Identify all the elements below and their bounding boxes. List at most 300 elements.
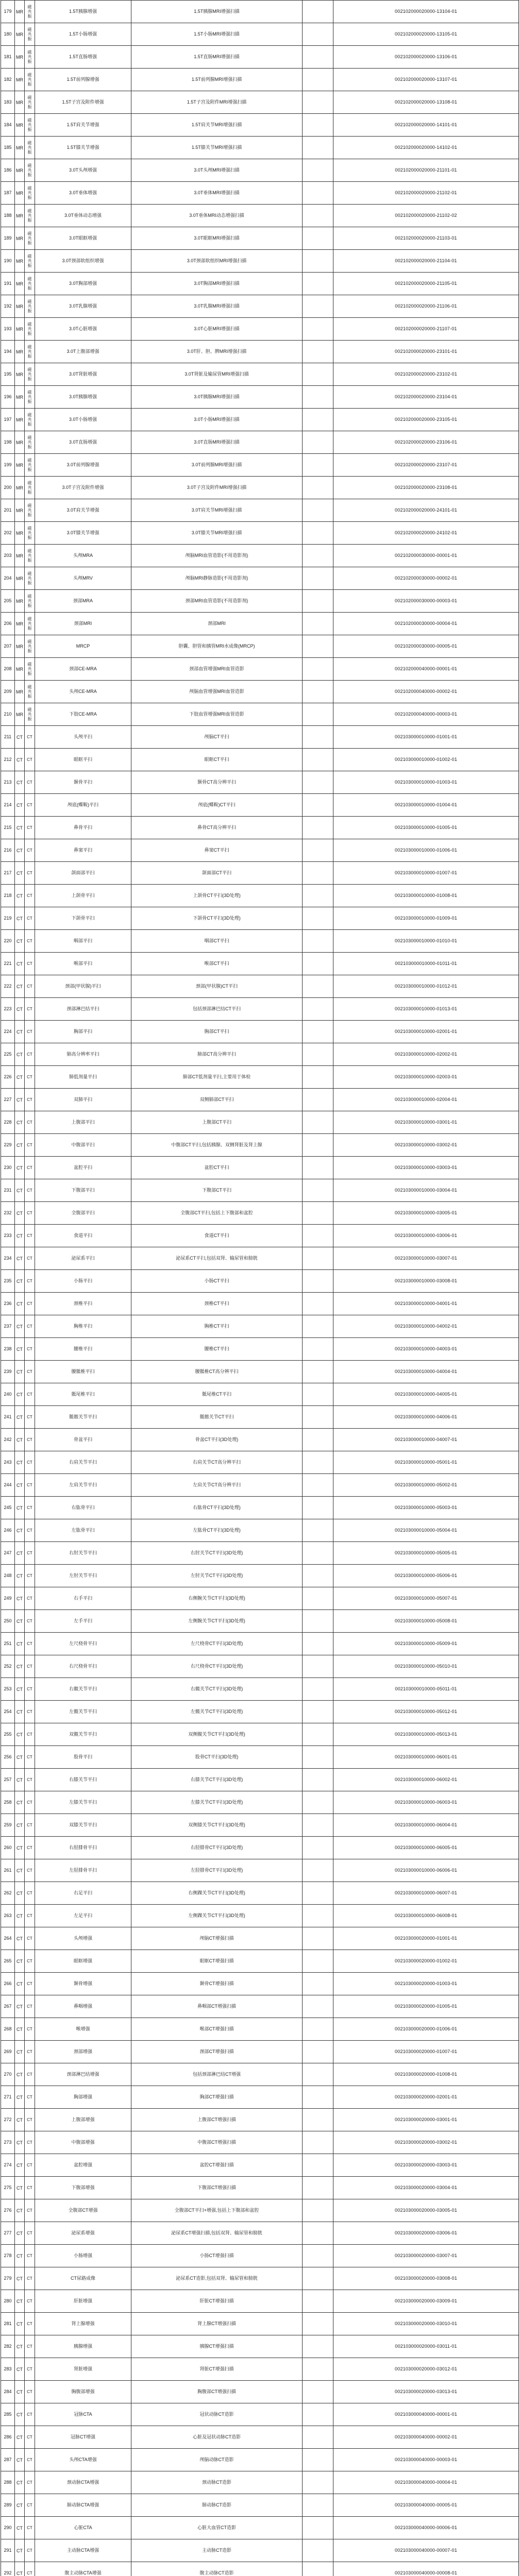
item-name-cell: 左膝关节平扫	[35, 1791, 131, 1814]
category-cell: CT	[25, 771, 35, 794]
row-number-cell: 182	[1, 69, 15, 91]
item-code-cell: 002103000010000-02002-01	[333, 1043, 519, 1066]
modality-cell: MR	[15, 1, 25, 23]
item-code-cell: 002103000010000-01013-01	[333, 998, 519, 1021]
row-number-cell: 250	[1, 1610, 15, 1633]
table-row	[1, 1927, 519, 1950]
item-name-cell: 肺动脉CTA增强	[35, 2494, 131, 2517]
item-code-cell: 002103000010000-01003-01	[333, 771, 519, 794]
blank-cell	[303, 1633, 333, 1655]
item-name-cell: 下颌骨平扫	[35, 907, 131, 930]
table-row	[1, 1406, 519, 1429]
table-row	[1, 749, 519, 771]
item-content-cell: 右胫腓骨CT平扫(3D处理)	[131, 1837, 303, 1859]
item-name-cell: MRCP	[35, 635, 131, 658]
row-number-cell: 180	[1, 23, 15, 46]
blank-cell	[303, 137, 333, 159]
item-content-cell: 股骨CT平扫(3D处理)	[131, 1746, 303, 1769]
category-cell: CT	[25, 2426, 35, 2449]
modality-cell: CT	[15, 1066, 25, 1089]
item-content-cell: 肾脏CT增强扫描	[131, 2358, 303, 2381]
modality-cell: MR	[15, 182, 25, 205]
blank-cell	[303, 907, 333, 930]
blank-cell	[303, 975, 333, 998]
blank-cell	[303, 2313, 333, 2335]
item-name-cell: 颌面部平扫	[35, 862, 131, 885]
item-code-cell: 002103000020000-03001-01	[333, 2109, 519, 2131]
item-content-cell: 颅脑血管增强MRI血管造影	[131, 681, 303, 703]
row-number-cell: 215	[1, 817, 15, 839]
row-number-cell: 236	[1, 1293, 15, 1315]
row-number-cell: 249	[1, 1587, 15, 1610]
modality-cell: CT	[15, 2086, 25, 2109]
modality-cell: CT	[15, 1769, 25, 1791]
item-name-cell: 颈部(甲状腺)平扫	[35, 975, 131, 998]
item-code-cell: 002103000010000-06006-01	[333, 1859, 519, 1882]
category-cell: CT	[25, 1927, 35, 1950]
item-content-cell: 胸部CT增强扫描	[131, 2086, 303, 2109]
category-cell: CT	[25, 1995, 35, 2018]
item-content-cell: 左肩关节CT高分辨平扫	[131, 1474, 303, 1497]
category-cell: CT	[25, 2290, 35, 2313]
item-content-cell: 颅脑动脉CT造影	[131, 2449, 303, 2471]
category-cell: CT	[25, 2539, 35, 2562]
table-row	[1, 2245, 519, 2267]
item-content-cell: 心脏及冠状动脉CT造影	[131, 2426, 303, 2449]
table-row	[1, 2063, 519, 2086]
category-cell: 磁共振	[25, 431, 35, 454]
blank-cell	[303, 1202, 333, 1225]
category-cell: 磁共振	[25, 205, 35, 227]
table-row	[1, 1542, 519, 1565]
row-number-cell: 224	[1, 1021, 15, 1043]
modality-cell: CT	[15, 794, 25, 817]
row-number-cell: 209	[1, 681, 15, 703]
modality-cell: CT	[15, 2449, 25, 2471]
item-content-cell: 1.5T直肠MRI增强扫描	[131, 46, 303, 69]
category-cell: CT	[25, 2471, 35, 2494]
table-row	[1, 2471, 519, 2494]
item-code-cell: 002103000010000-04005-01	[333, 1383, 519, 1406]
item-content-cell: 肾上腺CT增强扫描	[131, 2313, 303, 2335]
table-row	[1, 703, 519, 726]
table-row	[1, 1995, 519, 2018]
row-number-cell: 280	[1, 2290, 15, 2313]
item-name-cell: 鼻骨平扫	[35, 817, 131, 839]
item-code-cell: 002102000020000-23102-01	[333, 363, 519, 386]
item-code-cell: 002103000010000-06001-01	[333, 1746, 519, 1769]
item-content-cell: 3.0T子宫及附件MRI增强扫描	[131, 477, 303, 499]
blank-cell	[303, 2063, 333, 2086]
row-number-cell: 263	[1, 1905, 15, 1927]
category-cell: CT	[25, 2517, 35, 2539]
table-row	[1, 386, 519, 409]
row-number-cell: 217	[1, 862, 15, 885]
modality-cell: CT	[15, 1021, 25, 1043]
item-name-cell: 腰椎平扫	[35, 1338, 131, 1361]
item-code-cell: 002102000030000-00003-01	[333, 590, 519, 613]
modality-cell: CT	[15, 862, 25, 885]
item-code-cell: 002103000040000-00005-01	[333, 2494, 519, 2517]
blank-cell	[303, 1134, 333, 1157]
blank-cell	[303, 363, 333, 386]
item-content-cell: 1.5T小肠MRI增强扫描	[131, 23, 303, 46]
table-row	[1, 295, 519, 318]
blank-cell	[303, 1905, 333, 1927]
row-number-cell: 211	[1, 726, 15, 749]
row-number-cell: 251	[1, 1633, 15, 1655]
table-row	[1, 1247, 519, 1270]
item-name-cell: 颞骨增强	[35, 1973, 131, 1995]
blank-cell	[303, 2403, 333, 2426]
modality-cell: CT	[15, 930, 25, 953]
blank-cell	[303, 91, 333, 114]
item-content-cell: 左侧腕关节CT平扫(3D处理)	[131, 1610, 303, 1633]
modality-cell: CT	[15, 2041, 25, 2063]
item-code-cell: 002103000010000-06002-01	[333, 1769, 519, 1791]
row-number-cell: 223	[1, 998, 15, 1021]
blank-cell	[303, 295, 333, 318]
blank-cell	[303, 1315, 333, 1338]
item-content-cell: 颈部MRI	[131, 613, 303, 635]
item-content-cell: 3.0T胰腺MRI增强扫描	[131, 386, 303, 409]
item-code-cell: 002103000010000-03008-01	[333, 1270, 519, 1293]
item-code-cell: 002102000020000-21101-01	[333, 159, 519, 182]
row-number-cell: 270	[1, 2063, 15, 2086]
blank-cell	[303, 386, 333, 409]
table-row	[1, 273, 519, 295]
item-code-cell: 002102000020000-13106-01	[333, 46, 519, 69]
row-number-cell: 247	[1, 1542, 15, 1565]
modality-cell: MR	[15, 318, 25, 341]
item-content-cell: 1.5T胰腺MRI增强扫描	[131, 1, 303, 23]
item-name-cell: 左胫腓骨平扫	[35, 1859, 131, 1882]
modality-cell: MR	[15, 250, 25, 273]
item-name-cell: 头颅CTA增强	[35, 2449, 131, 2471]
item-name-cell: 颈部CE-MRA	[35, 658, 131, 681]
table-row	[1, 839, 519, 862]
blank-cell	[303, 2449, 333, 2471]
row-number-cell: 271	[1, 2086, 15, 2109]
item-code-cell: 002102000040000-00003-01	[333, 703, 519, 726]
modality-cell: CT	[15, 1950, 25, 1973]
row-number-cell: 292	[1, 2562, 15, 2576]
item-code-cell: 002102000020000-21106-01	[333, 295, 519, 318]
blank-cell	[303, 1814, 333, 1837]
item-name-cell: 1.5T子宫及附件增强	[35, 91, 131, 114]
category-cell: CT	[25, 2154, 35, 2177]
item-code-cell: 002103000010000-05004-01	[333, 1519, 519, 1542]
blank-cell	[303, 23, 333, 46]
table-row	[1, 1, 519, 23]
blank-cell	[303, 2358, 333, 2381]
table-row	[1, 318, 519, 341]
modality-cell: CT	[15, 1383, 25, 1406]
row-number-cell: 232	[1, 1202, 15, 1225]
item-content-cell: 中腹部CT增强扫描	[131, 2131, 303, 2154]
item-code-cell: 002102000020000-14101-01	[333, 114, 519, 137]
modality-cell: CT	[15, 2471, 25, 2494]
modality-cell: CT	[15, 1338, 25, 1361]
table-row	[1, 1610, 519, 1633]
blank-cell	[303, 1270, 333, 1293]
item-name-cell: 颈动脉CTA增强	[35, 2471, 131, 2494]
row-number-cell: 240	[1, 1383, 15, 1406]
table-row	[1, 1837, 519, 1859]
table-row	[1, 726, 519, 749]
blank-cell	[303, 1746, 333, 1769]
item-name-cell: 腰骶椎平扫	[35, 1361, 131, 1383]
blank-cell	[303, 341, 333, 363]
item-name-cell: 骶髂关节平扫	[35, 1406, 131, 1429]
item-name-cell: 3.0T垂体增强	[35, 182, 131, 205]
item-content-cell: 全腹部CT平扫+增强,包括上下腹部和盆腔	[131, 2199, 303, 2222]
modality-cell: MR	[15, 273, 25, 295]
table-row	[1, 635, 519, 658]
modality-cell: CT	[15, 2267, 25, 2290]
category-cell: CT	[25, 975, 35, 998]
row-number-cell: 185	[1, 137, 15, 159]
category-cell: CT	[25, 2109, 35, 2131]
blank-cell	[303, 1837, 333, 1859]
table-row	[1, 1723, 519, 1746]
item-code-cell: 002103000020000-03006-01	[333, 2222, 519, 2245]
item-code-cell: 002103000040000-00008-01	[333, 2562, 519, 2576]
table-row	[1, 2494, 519, 2517]
category-cell: CT	[25, 2018, 35, 2041]
item-code-cell: 002103000010000-04003-01	[333, 1338, 519, 1361]
row-number-cell: 258	[1, 1791, 15, 1814]
row-number-cell: 276	[1, 2199, 15, 2222]
item-code-cell: 002102000020000-21107-01	[333, 318, 519, 341]
category-cell: CT	[25, 2245, 35, 2267]
item-content-cell: 胸腹部CT增强扫描	[131, 2381, 303, 2403]
item-content-cell: 泌尿系CT增强扫描,包括双肾、输尿管和膀胱	[131, 2222, 303, 2245]
blank-cell	[303, 182, 333, 205]
item-content-cell: 颈部CT增强扫描	[131, 2041, 303, 2063]
item-name-cell: 喉增强	[35, 2018, 131, 2041]
item-name-cell: 颈部MRA	[35, 590, 131, 613]
item-name-cell: 小肠平扫	[35, 1270, 131, 1293]
category-cell: CT	[25, 1701, 35, 1723]
item-name-cell: 全腹部平扫	[35, 1202, 131, 1225]
category-cell: 磁共振	[25, 545, 35, 567]
item-content-cell: 泌尿系CT平扫,包括双肾、输尿管和膀胱	[131, 1247, 303, 1270]
item-content-cell: 胆囊、胆管和胰管MRI水成像(MRCP)	[131, 635, 303, 658]
modality-cell: CT	[15, 2131, 25, 2154]
modality-cell: CT	[15, 1746, 25, 1769]
item-code-cell: 002102000030000-00002-01	[333, 567, 519, 590]
table-row	[1, 975, 519, 998]
item-content-cell: 鼻骨CT高分辨平扫	[131, 817, 303, 839]
row-number-cell: 237	[1, 1315, 15, 1338]
row-number-cell: 205	[1, 590, 15, 613]
item-name-cell: 胸腹部增强	[35, 2381, 131, 2403]
category-cell: CT	[25, 1089, 35, 1111]
table-row	[1, 817, 519, 839]
item-name-cell: 3.0T心脏增强	[35, 318, 131, 341]
table-row	[1, 91, 519, 114]
category-cell: CT	[25, 907, 35, 930]
item-name-cell: 胸椎平扫	[35, 1315, 131, 1338]
item-name-cell: 中腹部平扫	[35, 1134, 131, 1157]
item-content-cell: 左肘关节CT平扫(3D处理)	[131, 1565, 303, 1587]
modality-cell: CT	[15, 1497, 25, 1519]
item-name-cell: 胰腺增强	[35, 2335, 131, 2358]
blank-cell	[303, 1655, 333, 1678]
item-code-cell: 002103000010000-06003-01	[333, 1791, 519, 1814]
item-name-cell: 左足平扫	[35, 1905, 131, 1927]
row-number-cell: 229	[1, 1134, 15, 1157]
modality-cell: CT	[15, 1814, 25, 1837]
item-name-cell: 颞骨平扫	[35, 771, 131, 794]
category-cell: CT	[25, 1565, 35, 1587]
item-name-cell: 双肺平扫	[35, 1089, 131, 1111]
item-name-cell: 泌尿系平扫	[35, 1247, 131, 1270]
modality-cell: CT	[15, 2063, 25, 2086]
item-content-cell: 颈部MRI血管造影(不用造影剂)	[131, 590, 303, 613]
item-content-cell: 肺部CT低剂量平扫,主要用于体检	[131, 1066, 303, 1089]
modality-cell: CT	[15, 1089, 25, 1111]
item-content-cell: 双侧髋关节CT平扫(3D处理)	[131, 1723, 303, 1746]
table-row	[1, 2403, 519, 2426]
item-content-cell: 中腹部CT平扫,包括胰腺、双侧肾脏及肾上腺	[131, 1134, 303, 1157]
modality-cell: MR	[15, 363, 25, 386]
table-row	[1, 2154, 519, 2177]
item-content-cell: 包括颈部淋巴结CT增强	[131, 2063, 303, 2086]
table-row	[1, 794, 519, 817]
row-number-cell: 254	[1, 1701, 15, 1723]
item-content-cell: 右尺桡骨CT平扫(3D处理)	[131, 1655, 303, 1678]
item-content-cell: 颅底(蝶鞍)CT平扫	[131, 794, 303, 817]
blank-cell	[303, 726, 333, 749]
modality-cell: CT	[15, 1995, 25, 2018]
row-number-cell: 291	[1, 2539, 15, 2562]
modality-cell: CT	[15, 1179, 25, 1202]
blank-cell	[303, 1383, 333, 1406]
blank-cell	[303, 1021, 333, 1043]
item-content-cell: 颞骨CT高分辨平扫	[131, 771, 303, 794]
modality-cell: MR	[15, 91, 25, 114]
item-content-cell: 肺部CT高分辨平扫	[131, 1043, 303, 1066]
blank-cell	[303, 1406, 333, 1429]
item-name-cell: 肾上腺增强	[35, 2313, 131, 2335]
row-number-cell: 221	[1, 953, 15, 975]
category-cell: CT	[25, 749, 35, 771]
blank-cell	[303, 1927, 333, 1950]
blank-cell	[303, 545, 333, 567]
item-code-cell: 002103000010000-04002-01	[333, 1315, 519, 1338]
item-name-cell: 眼眶平扫	[35, 749, 131, 771]
item-code-cell: 002103000010000-03001-01	[333, 1111, 519, 1134]
item-code-cell: 002103000010000-05012-01	[333, 1701, 519, 1723]
blank-cell	[303, 273, 333, 295]
table-row	[1, 2199, 519, 2222]
row-number-cell: 230	[1, 1157, 15, 1179]
row-number-cell: 219	[1, 907, 15, 930]
item-name-cell: 左尺桡骨平扫	[35, 1633, 131, 1655]
item-name-cell: 3.0T颈部软组织增强	[35, 250, 131, 273]
item-code-cell: 002102000020000-23107-01	[333, 454, 519, 477]
item-content-cell: 右膝关节CT平扫(3D处理)	[131, 1769, 303, 1791]
item-content-cell: 右侧踝关节CT平扫(3D处理)	[131, 1882, 303, 1905]
item-code-cell: 002102000030000-00004-01	[333, 613, 519, 635]
blank-cell	[303, 2267, 333, 2290]
modality-cell: MR	[15, 386, 25, 409]
row-number-cell: 210	[1, 703, 15, 726]
item-name-cell: 上腹部平扫	[35, 1111, 131, 1134]
table-row	[1, 114, 519, 137]
item-name-cell: 头颅MRV	[35, 567, 131, 590]
item-name-cell: 冠脉CTA	[35, 2403, 131, 2426]
blank-cell	[303, 205, 333, 227]
blank-cell	[303, 635, 333, 658]
item-content-cell: 喉部CT平扫	[131, 953, 303, 975]
modality-cell: CT	[15, 1202, 25, 1225]
item-code-cell: 002102000020000-21103-01	[333, 227, 519, 250]
modality-cell: CT	[15, 1701, 25, 1723]
row-number-cell: 242	[1, 1429, 15, 1451]
row-number-cell: 212	[1, 749, 15, 771]
modality-cell: CT	[15, 1587, 25, 1610]
blank-cell	[303, 522, 333, 545]
item-code-cell: 002103000010000-01009-01	[333, 907, 519, 930]
item-content-cell: 冠状动脉CT造影	[131, 2403, 303, 2426]
item-content-cell: 骶尾椎CT平扫	[131, 1383, 303, 1406]
table-row	[1, 1066, 519, 1089]
row-number-cell: 264	[1, 1927, 15, 1950]
item-name-cell: 双髋关节平扫	[35, 1723, 131, 1746]
blank-cell	[303, 1474, 333, 1497]
table-row	[1, 545, 519, 567]
item-code-cell: 002103000010000-05013-01	[333, 1723, 519, 1746]
row-number-cell: 208	[1, 658, 15, 681]
item-name-cell: 颈部淋巴结增强	[35, 2063, 131, 2086]
blank-cell	[303, 1451, 333, 1474]
item-content-cell: 3.0T头颅MRI增强扫描	[131, 159, 303, 182]
table-row	[1, 1973, 519, 1995]
item-code-cell: 002102000040000-00002-01	[333, 681, 519, 703]
modality-cell: CT	[15, 1157, 25, 1179]
modality-cell: MR	[15, 635, 25, 658]
table-row	[1, 2358, 519, 2381]
table-row	[1, 590, 519, 613]
modality-cell: MR	[15, 227, 25, 250]
table-row	[1, 1769, 519, 1791]
row-number-cell: 272	[1, 2109, 15, 2131]
category-cell: CT	[25, 862, 35, 885]
blank-cell	[303, 771, 333, 794]
category-cell: CT	[25, 2335, 35, 2358]
item-name-cell: 喉部平扫	[35, 953, 131, 975]
item-content-cell: 3.0T小肠MRI增强扫描	[131, 409, 303, 431]
category-cell: CT	[25, 1655, 35, 1678]
item-code-cell: 002103000010000-03003-01	[333, 1157, 519, 1179]
modality-cell: CT	[15, 1973, 25, 1995]
blank-cell	[303, 1542, 333, 1565]
modality-cell: MR	[15, 114, 25, 137]
item-code-cell: 002102000020000-23101-01	[333, 341, 519, 363]
table-row	[1, 1134, 519, 1157]
table-row	[1, 205, 519, 227]
item-code-cell: 002103000040000-00001-01	[333, 2403, 519, 2426]
item-name-cell: 冠脉CT增强	[35, 2426, 131, 2449]
item-name-cell: 右膝关节平扫	[35, 1769, 131, 1791]
item-code-cell: 002102000020000-23106-01	[333, 431, 519, 454]
item-code-cell: 002102000020000-13107-01	[333, 69, 519, 91]
row-number-cell: 202	[1, 522, 15, 545]
row-number-cell: 277	[1, 2222, 15, 2245]
